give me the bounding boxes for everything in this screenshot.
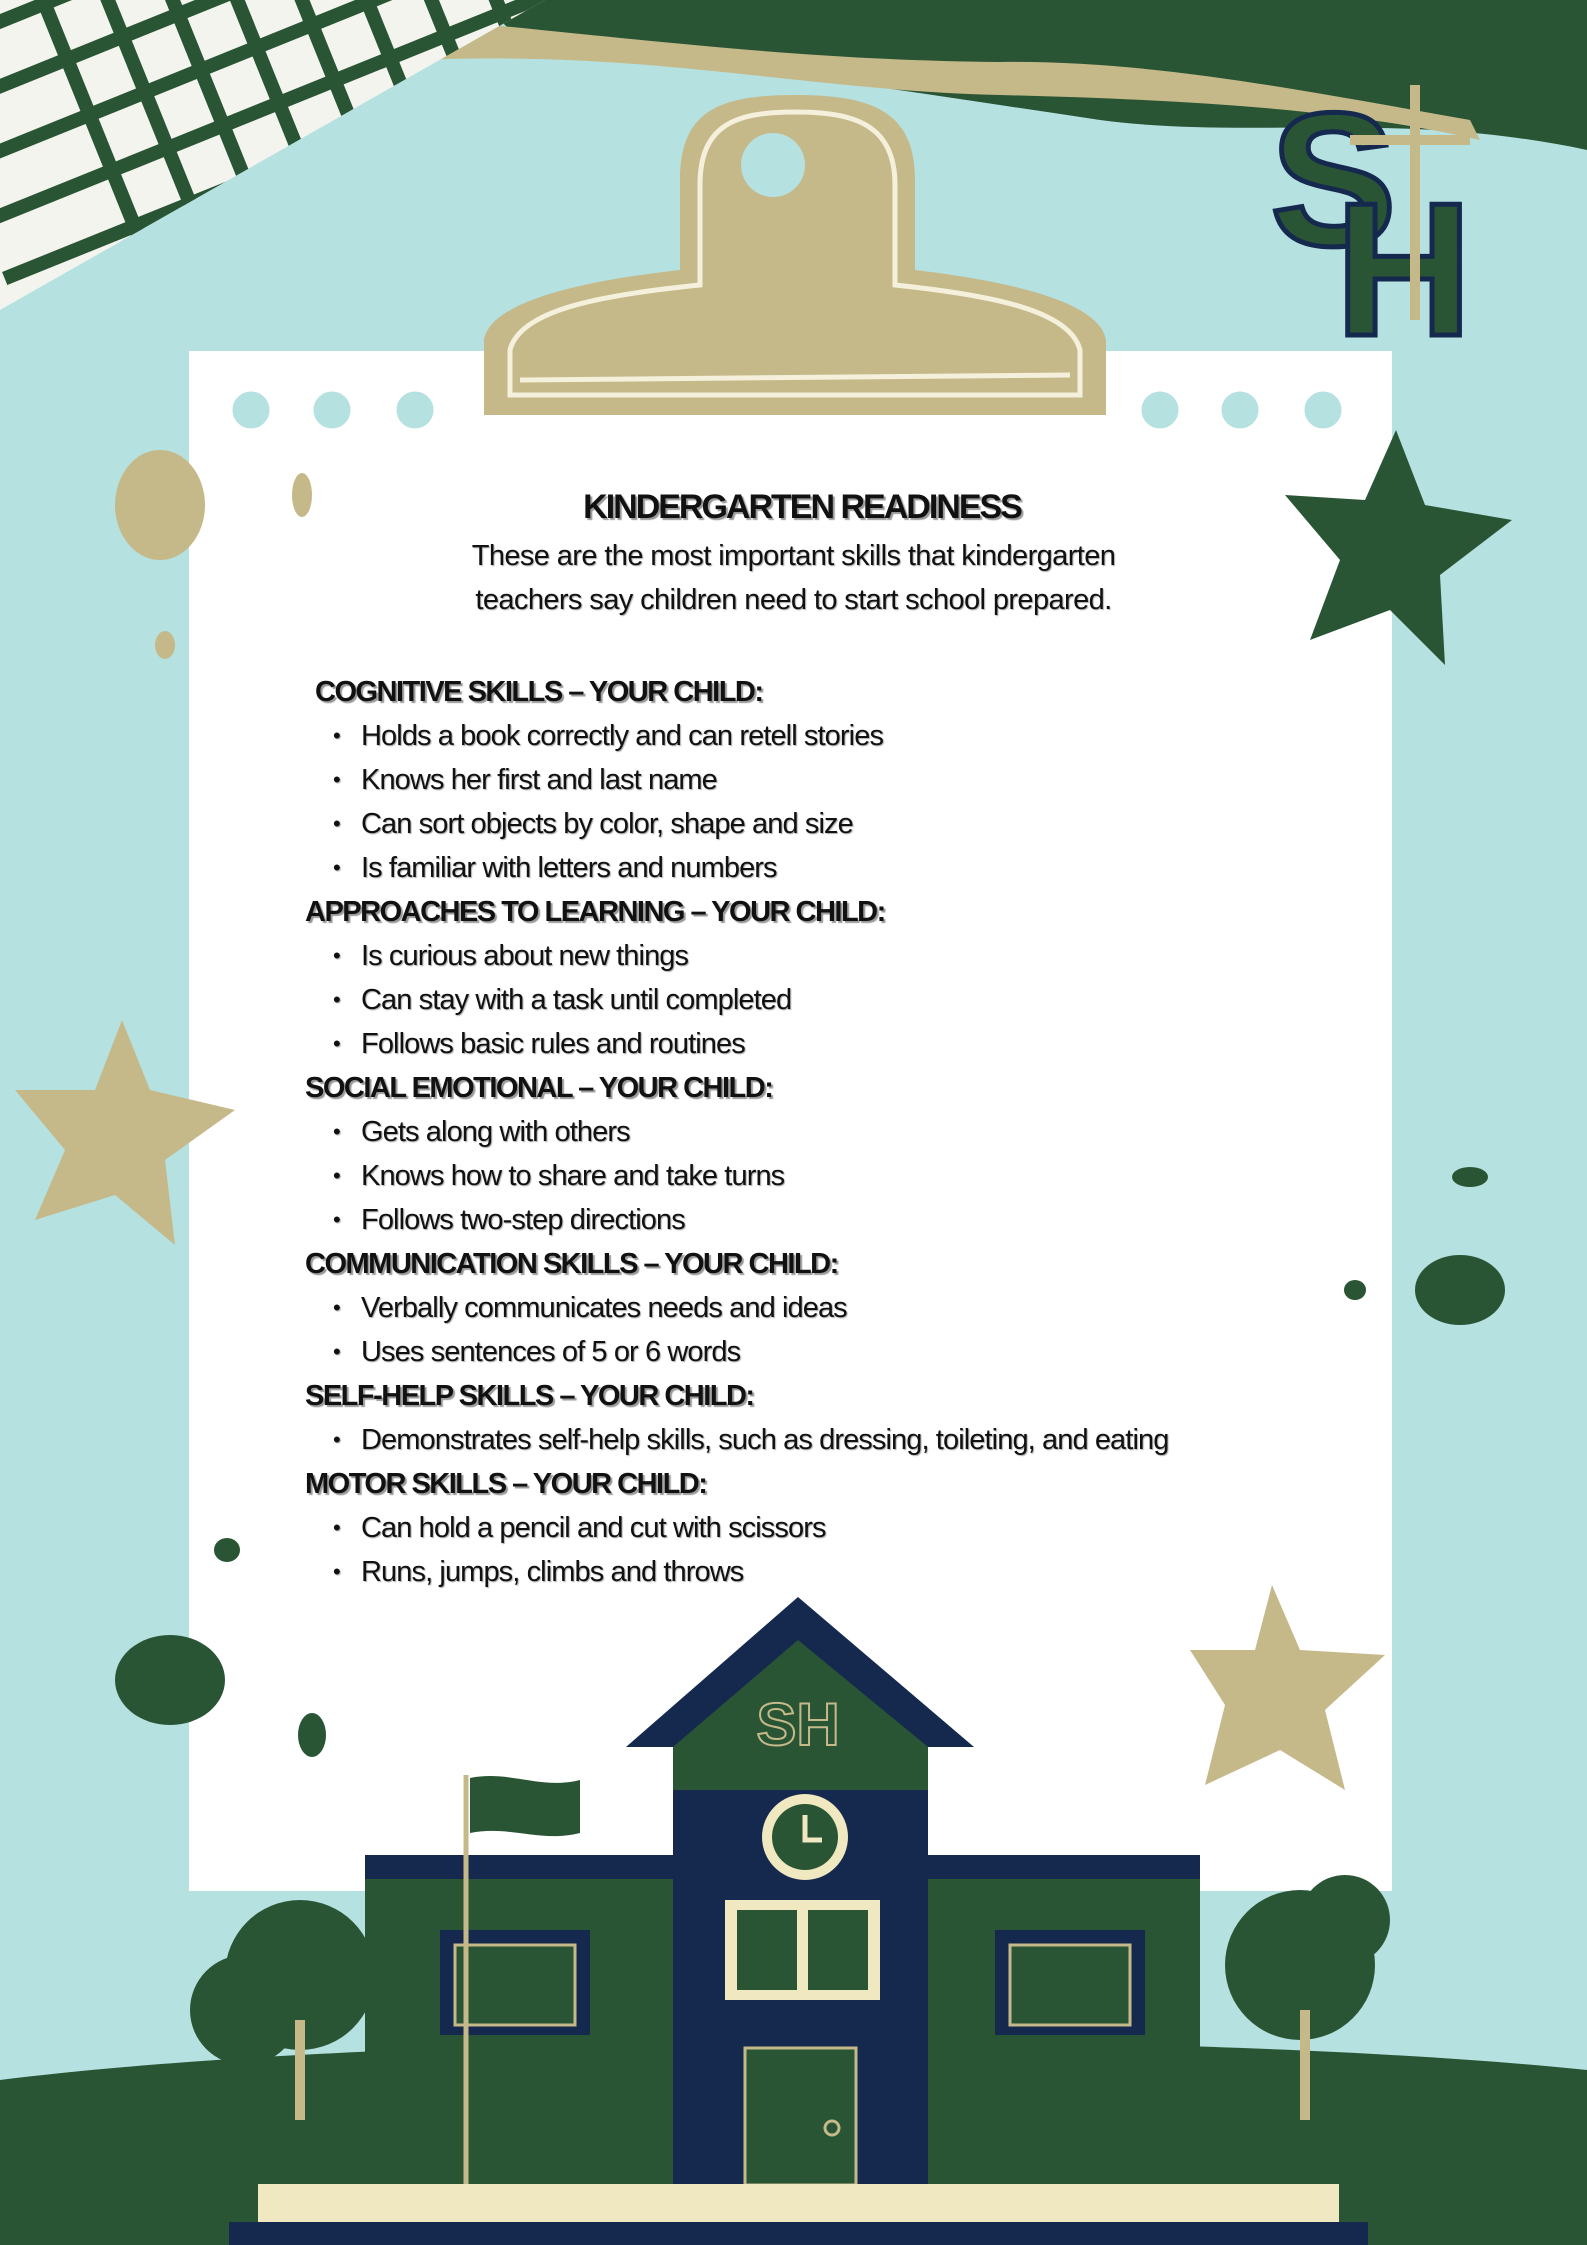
dot-shape	[1344, 1280, 1366, 1300]
item-text: Knows her first and last name	[361, 764, 717, 796]
item-text: Demonstrates self-help skills, such as dressing, toileting, and eating	[361, 1424, 1169, 1456]
svg-text:SH: SH	[756, 1691, 840, 1758]
intro-line-1: These are the most important skills that kindergarten	[471, 540, 1116, 572]
item-text: Knows how to share and take turns	[361, 1160, 785, 1192]
svg-text:S: S	[1270, 74, 1397, 286]
bullet-icon: •	[333, 767, 340, 792]
bullet-icon: •	[333, 1427, 340, 1452]
intro-line-2: teachers say children need to start school prepared.	[475, 584, 1112, 616]
list-item	[305, 1330, 885, 1374]
item-text: Is curious about new things	[361, 940, 689, 972]
bullet-icon: •	[333, 1515, 340, 1540]
item-text: Can hold a pencil and cut with scissors	[361, 1512, 826, 1544]
bullet-icon: •	[333, 1339, 340, 1364]
list-item	[305, 1418, 1169, 1462]
item-text: Holds a book correctly and can retell stories	[361, 720, 884, 752]
leaf-green-icon	[115, 1635, 225, 1725]
bullet-icon: •	[333, 1559, 340, 1584]
clipboard-clip	[484, 95, 1106, 415]
bullet-icon: •	[333, 1119, 340, 1144]
page-title: KINDERGARTEN READINESS	[583, 488, 1021, 526]
list-item	[305, 1022, 885, 1066]
bullet-icon: •	[333, 1163, 340, 1188]
list-item	[305, 1506, 885, 1550]
section-heading-self-help: SELF-HELP SKILLS – YOUR CHILD:	[305, 1380, 754, 1412]
section-heading-communication: COMMUNICATION SKILLS – YOUR CHILD:	[305, 1248, 838, 1280]
bullet-icon: •	[333, 1295, 340, 1320]
list-item	[305, 758, 885, 802]
list-item	[305, 934, 885, 978]
list-item	[305, 1550, 885, 1594]
item-text: Gets along with others	[361, 1116, 630, 1148]
list-item	[305, 846, 885, 890]
bullet-icon: •	[333, 987, 340, 1012]
dot-shape	[298, 1713, 326, 1757]
item-text: Is familiar with letters and numbers	[361, 852, 777, 884]
item-text: Can sort objects by color, shape and size	[361, 808, 853, 840]
list-item	[305, 714, 885, 758]
item-text: Verbally communicates needs and ideas	[361, 1292, 847, 1324]
section-heading-cognitive: COGNITIVE SKILLS – YOUR CHILD:	[315, 676, 763, 708]
item-text: Uses sentences of 5 or 6 words	[361, 1336, 741, 1368]
list-item	[305, 1110, 885, 1154]
item-text: Follows two-step directions	[361, 1204, 685, 1236]
dot-shape	[155, 631, 175, 659]
section-heading-motor: MOTOR SKILLS – YOUR CHILD:	[305, 1468, 707, 1500]
skills-list	[305, 670, 1169, 1594]
bullet-icon: •	[333, 855, 340, 880]
list-item	[305, 1198, 885, 1242]
dot-shape	[1452, 1167, 1488, 1187]
bullet-icon: •	[333, 811, 340, 836]
bullet-icon: •	[333, 723, 340, 748]
section-heading-social-emotional: SOCIAL EMOTIONAL – YOUR CHILD:	[305, 1072, 773, 1104]
item-text: Runs, jumps, climbs and throws	[361, 1556, 744, 1588]
bullet-icon: •	[333, 1031, 340, 1056]
list-item	[305, 1154, 885, 1198]
bullet-icon: •	[333, 1207, 340, 1232]
leaf-green-icon	[1415, 1255, 1505, 1325]
section-heading-approaches: APPROACHES TO LEARNING – YOUR CHILD:	[305, 896, 885, 928]
bullet-icon: •	[333, 943, 340, 968]
list-item	[305, 802, 885, 846]
item-text: Follows basic rules and routines	[361, 1028, 745, 1060]
list-item	[305, 978, 885, 1022]
list-item	[305, 1286, 885, 1330]
flag-icon	[470, 1776, 580, 1836]
item-text: Can stay with a task until completed	[361, 984, 792, 1016]
dot-shape	[214, 1538, 240, 1562]
svg-text:H: H	[1335, 164, 1473, 376]
